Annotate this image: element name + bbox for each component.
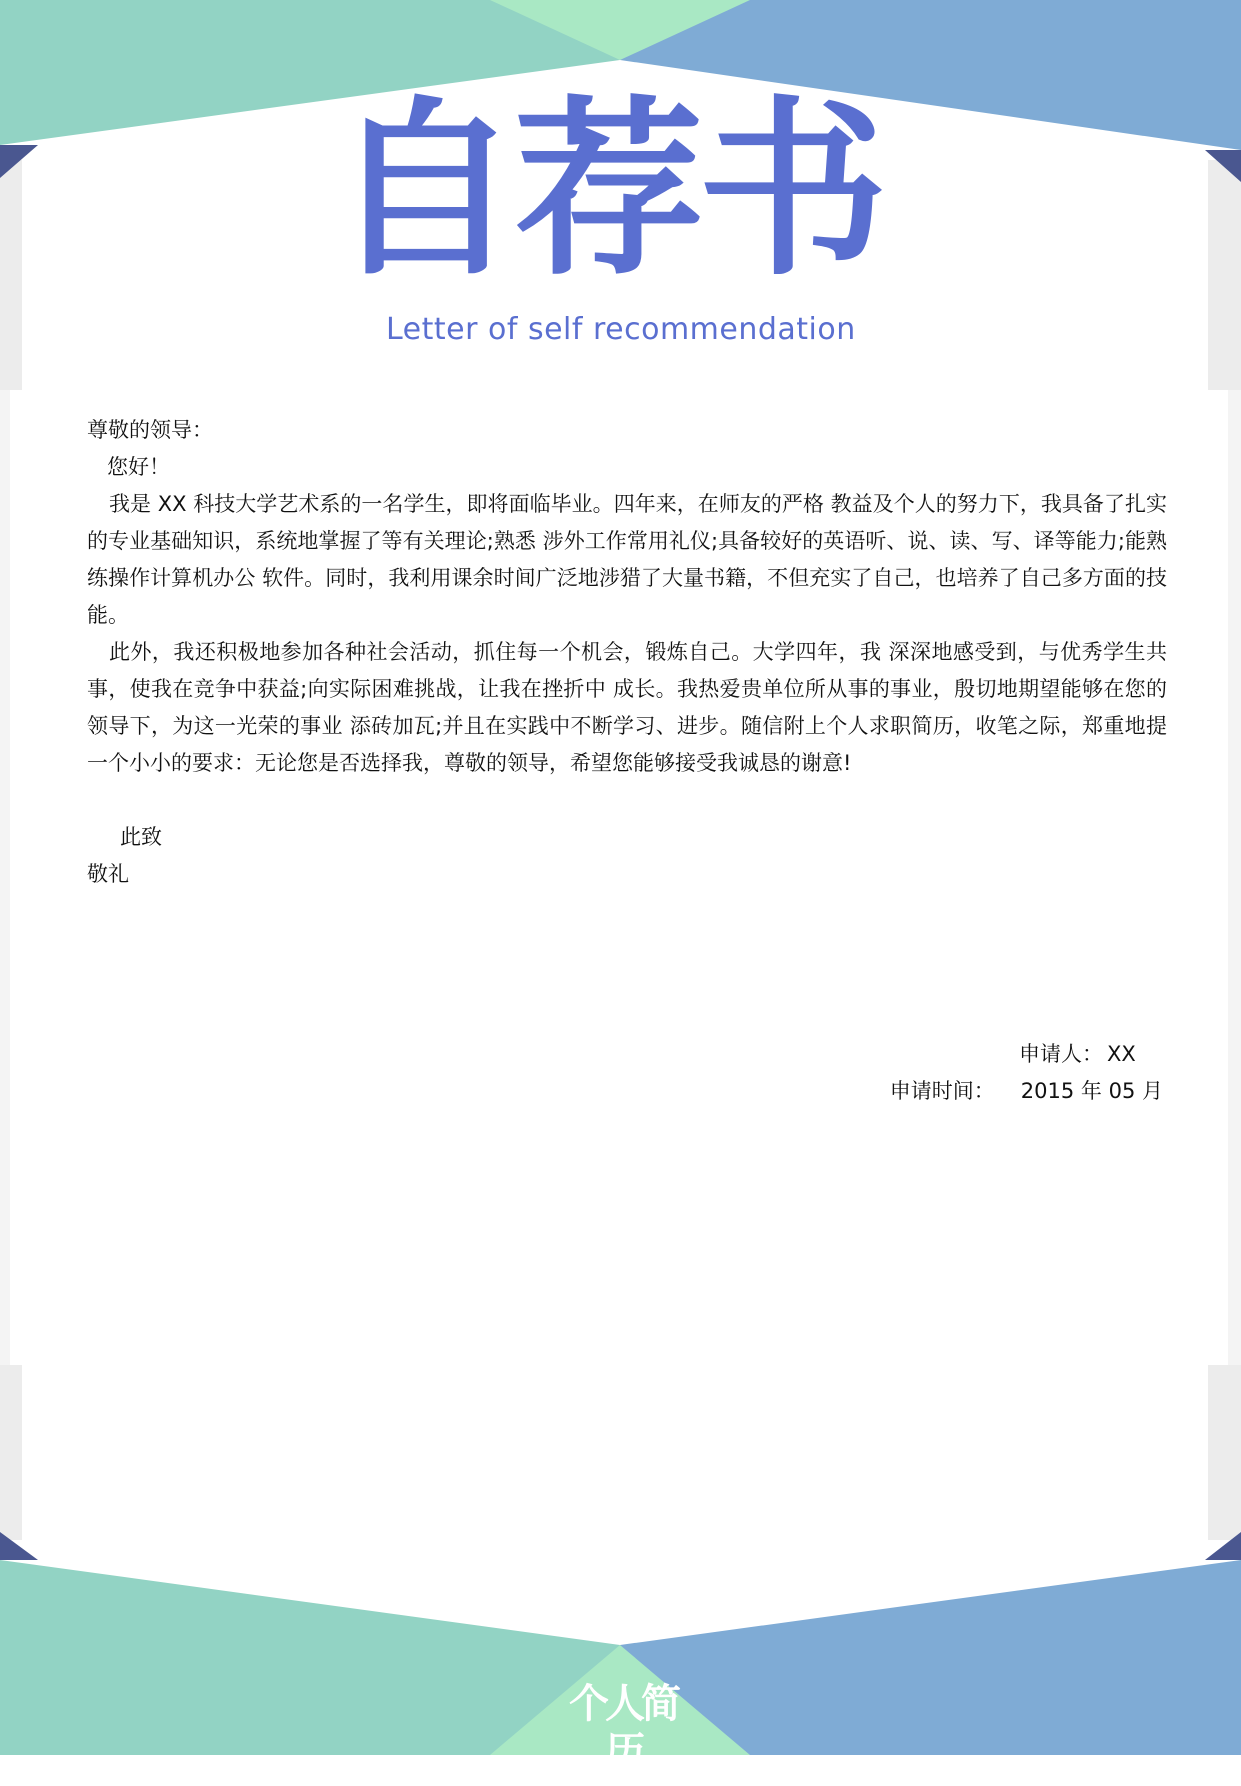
left-side-strip <box>0 390 10 1365</box>
applicant-line <box>890 1036 1163 1073</box>
date-line <box>890 1073 1163 1110</box>
title-english-subtitle: Letter of self recommendation <box>386 312 856 347</box>
right-side-strip <box>1228 390 1241 1365</box>
logo-subtext: RESUME <box>598 1776 648 1786</box>
right-side-panel <box>1208 160 1241 390</box>
date-label: 申请时间： <box>889 1079 995 1103</box>
left-side-panel <box>0 160 22 390</box>
greeting: 您好！ <box>107 455 170 479</box>
date-value: 2015 年 05 月 <box>1020 1079 1163 1103</box>
salutation: 尊敬的领导： <box>87 418 213 442</box>
applicant-name: XX <box>1107 1042 1136 1066</box>
paragraph-1: 我是 XX 科技大学艺术系的一名学生，即将面临毕业。四年来，在师友的严格 教益及个人的努力下，我具备了扎实的专业基础知识，系统地掌握了等有关理论;熟悉 涉外工作常用礼仪;具备较好的英语听、说、读、写、译等能力;能熟练操作计算机办公 软件。同时，我利用课余时间广泛地涉猎了大量书籍，不但充实了自己，也培养了自己多方面的技能。 <box>87 492 1167 627</box>
left-side-panel-lower <box>0 1365 22 1540</box>
closing-line-2: 敬礼 <box>87 862 129 886</box>
right-side-panel-lower <box>1208 1365 1241 1540</box>
brand-logo <box>568 1680 678 1786</box>
applicant-label: 申请人： <box>1019 1042 1103 1066</box>
title-calligraphy: 自荐书 <box>330 78 883 301</box>
paragraph-2: 此外，我还积极地参加各种社会活动，抓住每一个机会，锻炼自己。大学四年，我 深深地感受到，与优秀学生共事，使我在竞争中获益;向实际困难挑战，让我在挫折中 成长。我热爱贵单位所从事的事业，殷切地期望能够在您的领导下，为这一光荣的事业 添砖加瓦;并且在实践中不断学习、进步。随信附上个人求职简历，收笔之际，郑重地提 一个小小的要求：无论您是否选择我，尊敬的领导，希望您能够接受我诚恳的谢意! <box>87 640 1167 775</box>
signature-block <box>890 1036 1163 1110</box>
logo-text: 个人简历 <box>569 1681 677 1775</box>
closing-line-1: 此致 <box>120 825 162 849</box>
letter-body <box>87 412 1167 893</box>
